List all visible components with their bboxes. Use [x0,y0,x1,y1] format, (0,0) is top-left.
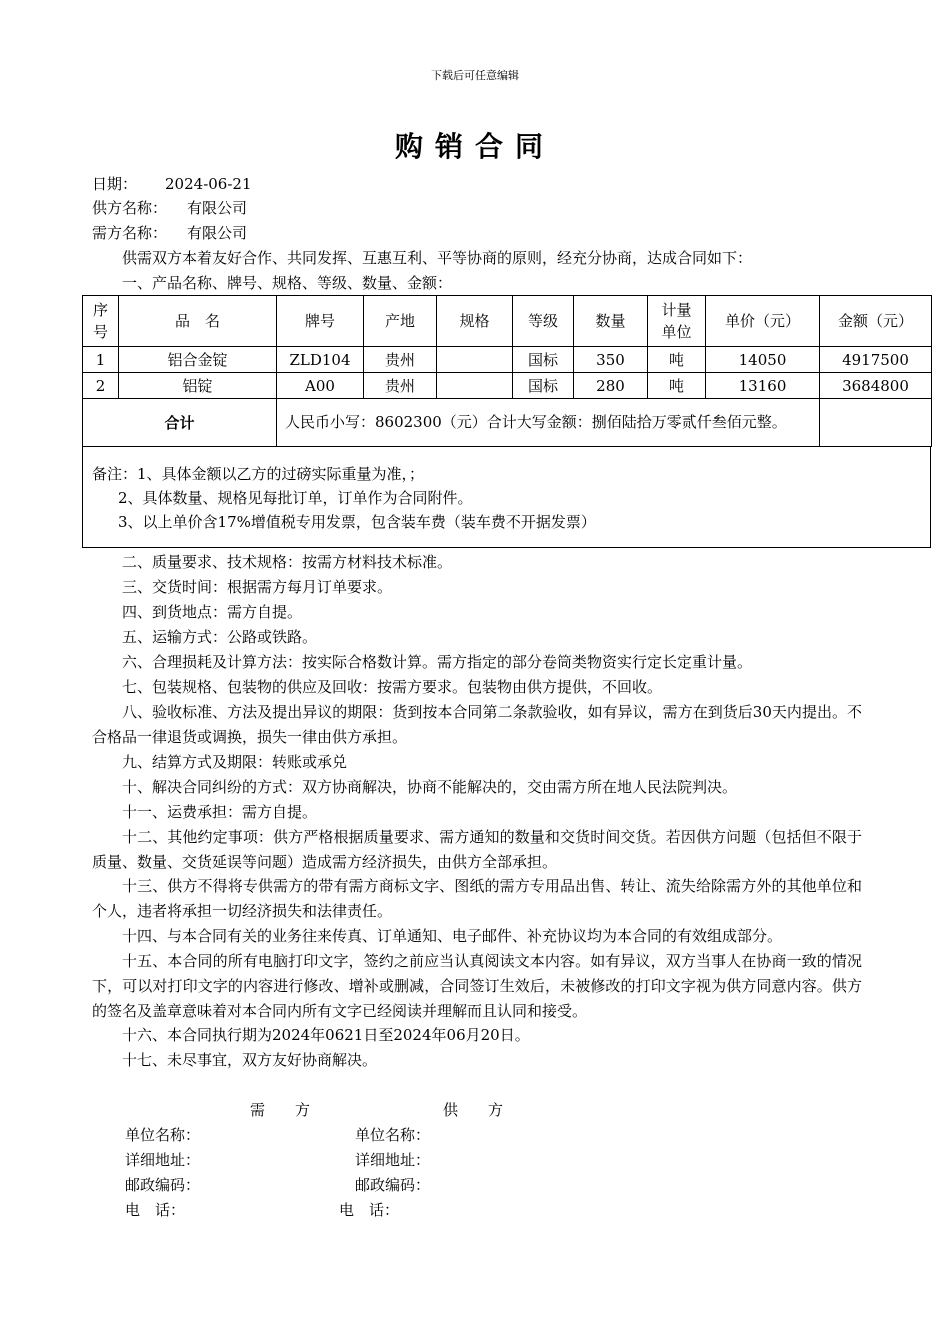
cell-quantity: 280 [574,373,648,399]
cell-amount: 3684800 [820,373,932,399]
cell-name: 铝锭 [119,373,277,399]
header-cell-quantity: 数量 [574,296,648,347]
clause-5: 五、运输方式：公路或铁路。 [122,628,318,646]
table-header-row [83,296,932,347]
buyer-value: 有限公司 [187,224,248,242]
clause-2: 二、质量要求、技术规格：按需方材料技术标准。 [122,553,453,571]
cell-origin: 贵州 [364,373,437,399]
product-table [82,295,932,447]
header-cell-spec: 规格 [437,296,513,347]
clause-4: 四、到货地点：需方自提。 [122,603,303,621]
cell-unit: 吨 [648,347,706,373]
header-cell-origin: 产地 [364,296,437,347]
supplier-heading: 供 方 [443,1101,504,1119]
header-cell-grade: 等级 [513,296,574,347]
buyer-unit-label: 单位名称： [125,1126,201,1144]
clause-3: 三、交货时间：根据需方每月订单要求。 [122,578,393,596]
remarks-box [82,447,931,548]
remark-line-1: 备注：1、具体金额以乙方的过磅实际重量为准，； [92,465,425,483]
notice-text: 下载后可任意编辑 [431,69,519,82]
cell-unit: 吨 [648,373,706,399]
date-line [92,174,252,194]
clause-15: 十五、本合同的所有电脑打印文字，签约之前应当认真阅读文本内容。如有异议，双方当事人在协商一致的情况下，可以对打印文字的内容进行修改、增补或删减，合同签订生效后，未被修改的打印文字视为供方同意内容。供方的签名及盖章意味着对本合同内所有文字已经阅读并理解而且认同和接受。 [92,952,862,1020]
cell-unit-price: 13160 [706,373,820,399]
remark-line-2: 2、具体数量、规格见每批订单，订单作为合同附件。 [118,489,473,507]
supplier-address-label: 详细地址： [355,1151,431,1169]
cell-quantity: 350 [574,347,648,373]
total-amount-cell [820,399,932,447]
supplier-phone-label: 电 话： [339,1201,400,1219]
total-label: 合计 [83,399,277,447]
supplier-unit-label: 单位名称： [355,1126,431,1144]
supplier-line [92,198,247,218]
supplier-label: 供方名称： [92,199,168,217]
clause-11: 十一、运费承担：需方自提。 [122,803,318,821]
clause-14: 十四、与本合同有关的业务往来传真、订单通知、电子邮件、补充协议均为本合同的有效组成部分。 [122,927,783,945]
cell-spec [437,373,513,399]
buyer-phone-label: 电 话： [125,1201,186,1219]
header-cell-brand: 牌号 [277,296,364,347]
cell-index: 1 [83,347,119,373]
header-cell-amount: 金额（元） [820,296,932,347]
cell-spec [437,347,513,373]
table-row [83,347,932,373]
table-total-row [83,399,932,447]
buyer-label: 需方名称： [92,224,168,242]
cell-name: 铝合金锭 [119,347,277,373]
section-1-heading: 一、产品名称、牌号、规格、等级、数量、金额： [122,274,453,292]
header-cell-index: 序号 [83,296,119,347]
cell-brand: ZLD104 [277,347,364,373]
cell-origin: 贵州 [364,347,437,373]
table-row [83,373,932,399]
cell-grade: 国标 [513,373,574,399]
buyer-postcode-label: 邮政编码： [125,1176,201,1194]
buyer-address-label: 详细地址： [125,1151,201,1169]
clause-6: 六、合理损耗及计算方法：按实际合格数计算。需方指定的部分卷筒类物资实行定长定重计量。 [122,653,753,671]
buyer-line [92,223,247,243]
total-text: 人民币小写：8602300（元）合计大写金额：捌佰陆拾万零贰仟叁佰元整。 [277,399,820,447]
header-cell-unit: 计量单位 [648,296,706,347]
remark-line-3: 3、以上单价含17%增值税专用发票，包含装车费（装车费不开据发票） [118,513,596,531]
clause-16: 十六、本合同执行期为2024年0621日至2024年06月20日。 [122,1026,530,1044]
page-title: 购销合同 [394,130,555,163]
supplier-postcode-label: 邮政编码： [355,1176,431,1194]
cell-unit-price: 14050 [706,347,820,373]
clause-7: 七、包装规格、包装物的供应及回收：按需方要求。包装物由供方提供，不回收。 [122,678,663,696]
clause-10: 十、解决合同纠纷的方式：双方协商解决，协商不能解决的，交由需方所在地人民法院判决。 [122,778,738,796]
cell-grade: 国标 [513,347,574,373]
date-label: 日期： [92,175,138,193]
buyer-heading: 需 方 [250,1101,311,1119]
clause-9: 九、结算方式及期限：转账或承兑 [122,753,348,771]
clause-13: 十三、供方不得将专供需方的带有需方商标文字、图纸的需方专用品出售、转让、流失给除需方外的其他单位和个人，违者将承担一切经济损失和法律责任。 [92,877,862,920]
header-cell-name: 品 名 [119,296,277,347]
cell-brand: A00 [277,373,364,399]
date-value: 2024-06-21 [165,175,252,193]
clause-12: 十二、其他约定事项：供方严格根据质量要求、需方通知的数量和交货时间交货。若因供方问题（包括但不限于质量、数量、交货延误等问题）造成需方经济损失，由供方全部承担。 [92,828,862,871]
supplier-value: 有限公司 [187,199,248,217]
clause-17: 十七、未尽事宜，双方友好协商解决。 [122,1051,378,1069]
clause-8: 八、验收标准、方法及提出异议的期限：货到按本合同第二条款验收，如有异议，需方在到货后30天内提出。不合格品一律退货或调换，损失一律由供方承担。 [92,703,862,746]
header-cell-unit-price: 单价（元） [706,296,820,347]
cell-index: 2 [83,373,119,399]
intro-text: 供需双方本着友好合作、共同发挥、互惠互利、平等协商的原则，经充分协商，达成合同如下： [122,249,753,267]
cell-amount: 4917500 [820,347,932,373]
